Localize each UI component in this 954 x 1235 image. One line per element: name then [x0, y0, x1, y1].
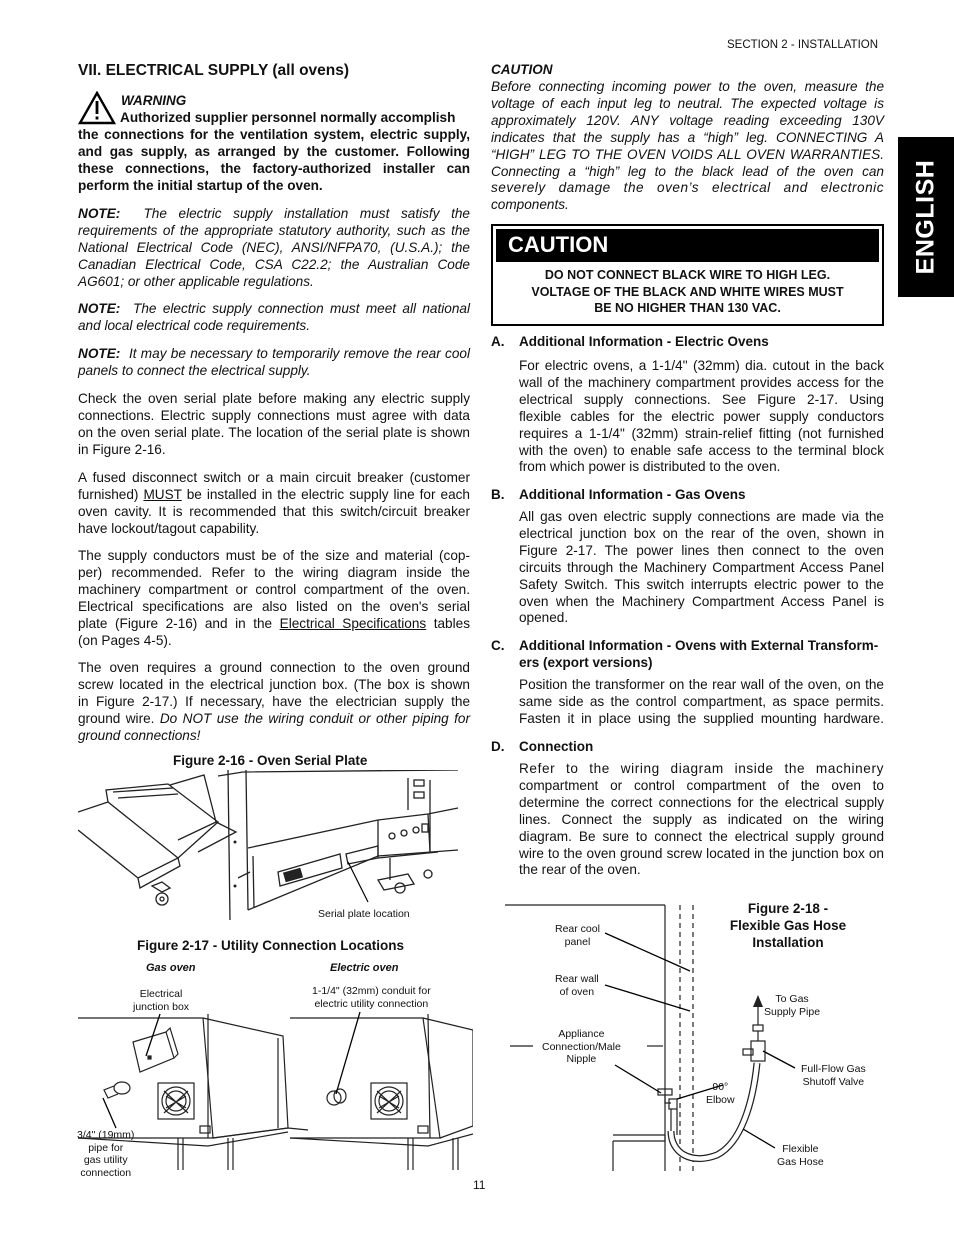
section-heading: VII. ELECTRICAL SUPPLY (all ovens) — [78, 62, 350, 79]
subsection-b-letter: B. — [491, 487, 505, 502]
electrical-specs-link[interactable]: Electrical Specifications — [279, 615, 427, 631]
note-cool-panels: NOTE: It may be necessary to temporarily remove the rear cool panels to connect the electrical supply. — [78, 346, 470, 378]
fig17-gas-label: Gas oven — [146, 962, 196, 974]
note-codes: NOTE: The electric supply connection must meet all national and local electrical code requirements. — [78, 301, 470, 333]
subsection-d-title: Connection — [519, 739, 594, 754]
fig18-nipple-label: Appliance Connection/Male Nipple — [542, 1028, 621, 1066]
fig18-elbow-label: 90° Elbow — [706, 1081, 735, 1106]
page-number: 11 — [473, 1178, 486, 1192]
para-ground: The oven requires a ground connection to the oven ground screw located in the electrical junction box. (The box is shown in Figure 2-17.) If necessary, have the electrician supply the ground wire. Do NOT use the wiring conduit or other piping for ground connections! — [78, 660, 470, 743]
subsection-a-letter: A. — [491, 334, 505, 349]
subsection-b-title: Additional Information - Gas Ovens — [519, 487, 746, 502]
warning-label: WARNING — [121, 93, 187, 108]
oven-serial-plate-figure — [78, 770, 473, 920]
subsection-d-letter: D. — [491, 739, 505, 754]
language-tab-label: ENGLISH — [911, 159, 940, 275]
subsection-c-letter: C. — [491, 638, 505, 653]
warning-text: Authorized supplier personnel normally accomplish the connections for the ventilation system, electric supply, and gas supply, as arranged by the customer. Following these connections, the factory-authorized installer can perform the initial startup of the oven. — [78, 110, 470, 193]
caution-text: Before connecting incoming power to the oven, measure the voltage of each input leg to neutral. The expected voltage is approximately 120V. ANY voltage reading exceeding 130V indicates that the supply has a “high” leg. CONNECTING A “HIGH” LEG TO THE OVEN VOIDS ALL OVEN WARRANTIES. Connecting a “high” leg to the black lead of the oven can severely damage the oven’s electrical and electronic components. — [491, 79, 884, 213]
language-tab — [898, 137, 954, 297]
subsection-c-title: Additional Information - Ovens with External Transform- ers (export versions) — [519, 638, 879, 670]
fig16-serial-plate-label: Serial plate location — [318, 908, 410, 920]
fig17-conduit-label: 1-1/4" (32mm) conduit for electric utility connection — [312, 985, 431, 1010]
note-statutory: NOTE: The electric supply installation must satisfy the requirements of the appropriate statutory authority, such as the National Electrical Code (NEC), ANSI/NFPA70, (U.S.A.); the Canadian Electrical Code, CSA C22.2; the Australian Code AG601; or other applicable regulations. — [78, 206, 470, 289]
subsection-c-text: Position the transformer on the rear wall of the oven, on the same side as the control compartment, as space permits. Fasten it in place using the supplied mounting hardware. — [519, 677, 884, 726]
utility-connection-figure — [78, 998, 473, 1173]
caution-box — [491, 224, 884, 326]
section-header: SECTION 2 - INSTALLATION — [727, 39, 879, 51]
fig18-hose-label: Flexible Gas Hose — [777, 1143, 824, 1168]
subsection-a-title: Additional Information - Electric Ovens — [519, 334, 769, 349]
fig18-valve-label: Full-Flow Gas Shutoff Valve — [801, 1063, 866, 1088]
fig17-electric-label: Electric oven — [330, 962, 399, 974]
caution-box-text: DO NOT CONNECT BLACK WIRE TO HIGH LEG. VOLTAGE OF THE BLACK AND WHITE WIRES MUST BE NO HIGHER THAN 130 VAC. — [531, 268, 844, 316]
caution-box-title: CAUTION — [496, 229, 879, 262]
subsection-d-text: Refer to the wiring diagram inside the machinery compartment or control compartment of the oven to determine the correct connections for the electrical supply lines. Connect the supply as indicated on the wiring diagram. Be sure to connect the electrical supply ground wire to the oven ground screw located in the junction box on the rear of the oven. — [519, 761, 884, 878]
caution-label: CAUTION — [491, 62, 553, 77]
subsection-a-text: For electric ovens, a 1-1/4" (32mm) dia. cutout in the back wall of the machinery compartment provides access for the electrical supply connections. See Figure 2-17. Using flexible cables for the electric power supply conductors requires a 1-1/4" (32mm) strain-relief fitting (not furnished with the oven) to enable safe access to the terminal block from which power is distributed to the oven. — [519, 358, 884, 475]
fig17-caption: Figure 2-17 - Utility Connection Locations — [137, 938, 405, 953]
para-disconnect: A fused disconnect switch or a main circuit breaker (customer furnished) MUST be installed in the electric supply line for each oven cavity. It is recommended that this switch/circuit breaker have lockout/tagout capability. — [78, 470, 470, 536]
fig17-jbox-label: Electrical junction box — [133, 988, 190, 1013]
para-conductors: The supply conductors must be of the size and material (cop- per) recommended. Refer to the wiring diagram inside the machinery compartment or control compartment of the oven. Electrical specifications are also listed on the oven's serial plate (Figure 2-16) and in the Electrical Specifications tables (on Pages 4-5). — [78, 548, 470, 648]
subsection-b-text: All gas oven electric supply connections are made via the electrical junction box on the rear of the oven, shown in Figure 2-17. The power lines then connect to the oven circuits through the Machinery Compartment Access Panel Safety Switch. This switch interrupts electric power to the oven when the Machinery Compartment Access Panel is opened. — [519, 509, 884, 626]
fig18-rear-wall-label: Rear wall of oven — [555, 973, 599, 998]
fig18-caption: Figure 2-18 - Flexible Gas Hose Installation — [729, 901, 847, 950]
fig16-caption: Figure 2-16 - Oven Serial Plate — [173, 753, 368, 768]
fig18-rear-cool-label: Rear cool panel — [555, 923, 600, 948]
fig17-pipe-label: 3/4" (19mm) pipe for gas utility connection — [77, 1129, 135, 1179]
para-serial-plate: Check the oven serial plate before making any electric supply connections. Electric supply connections must agree with data on the oven serial plate. The location of the serial plate is shown in Figure 2-16. — [78, 391, 470, 457]
fig18-to-gas-label: To Gas Supply Pipe — [764, 993, 821, 1018]
